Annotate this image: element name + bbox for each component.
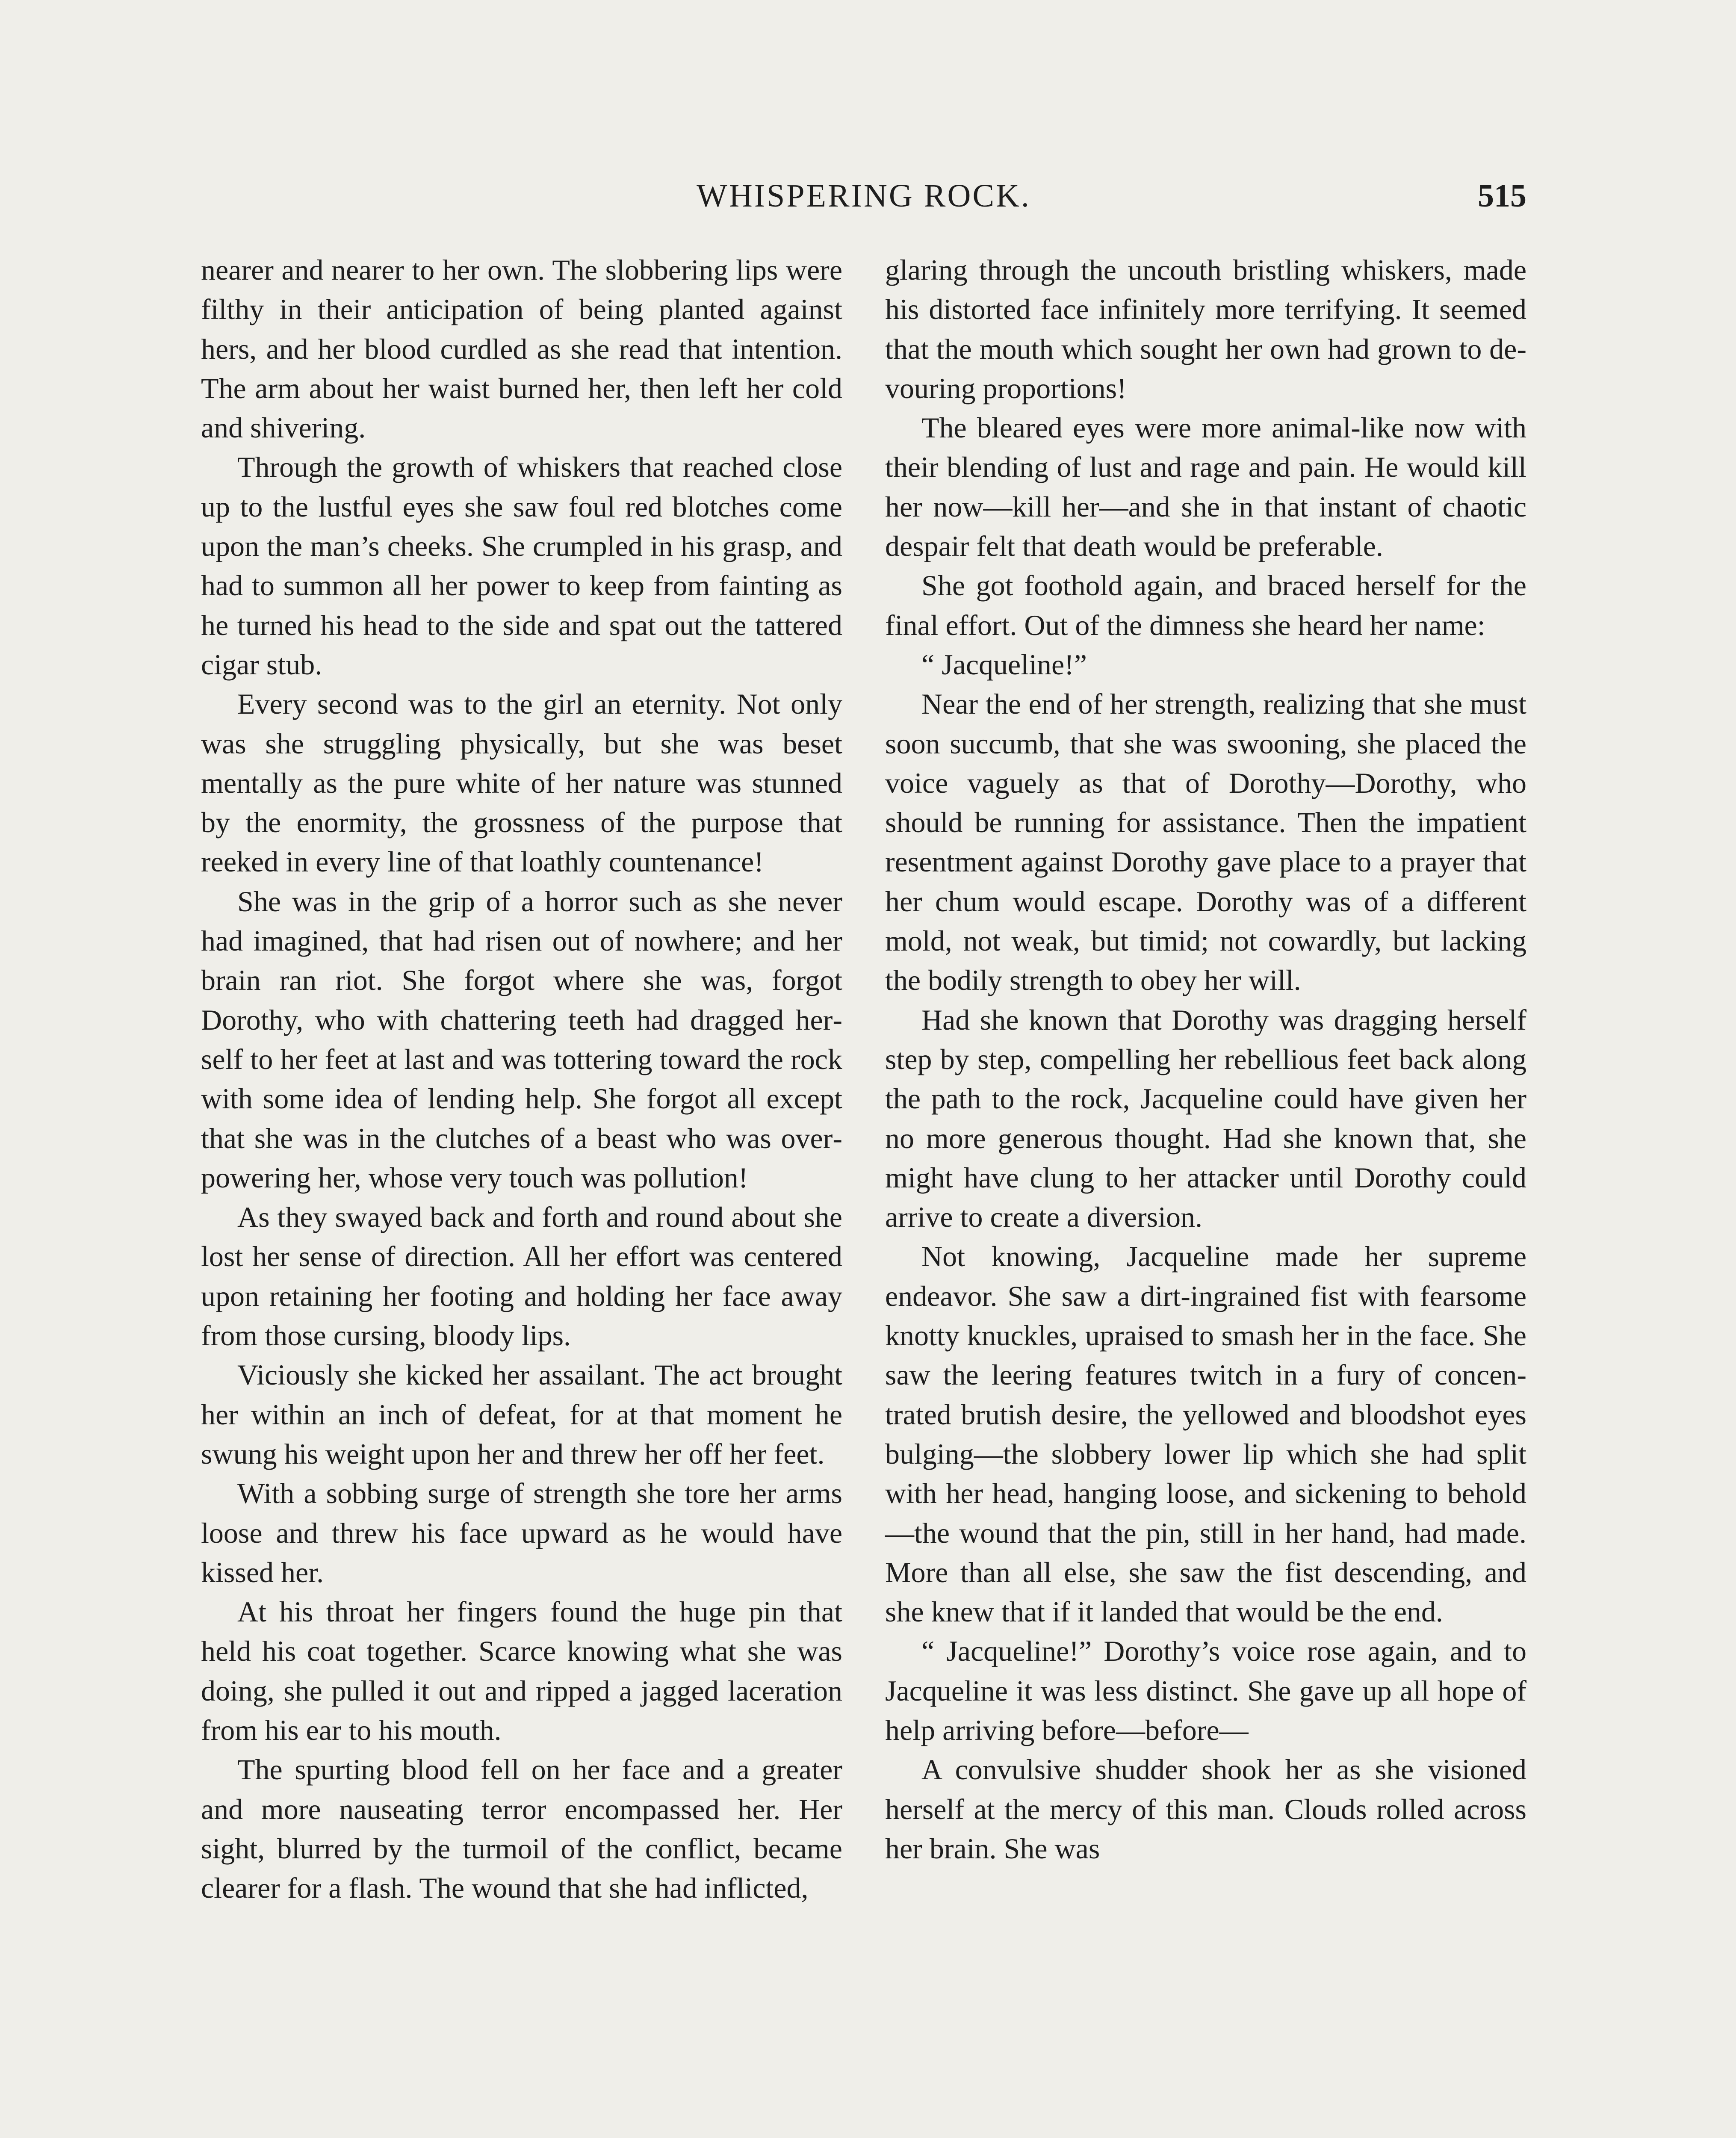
paragraph: Through the growth of whiskers that reached close up to the lustful eyes she saw foul red blotches come upon the man’s cheeks. She crumpled in his grasp, and had to summon all her power to keep from fainting as he turned his head to the side and spat out the tattered cigar stub. bbox=[201, 451, 842, 681]
paragraph: Had she known that Dorothy was dragging herself step by step, compelling her rebellious feet back along the path to the rock, Jacqueline could have given her no more generous thought. Had she known that, she might have clung to her attacker until Dorothy could arrive to create a diversion. bbox=[885, 1003, 1526, 1234]
paragraph: “ Jacqueline!” bbox=[921, 648, 1087, 681]
paragraph: Not knowing, Jacqueline made her supreme endeavor. She saw a dirt-ingrained fist with fearsome knotty knuckles, upraised to smash her in the face. She saw the leering features twitch in a fury of concentrated brutish desire, the yellowed and bloodshot eyes bulging—the slobbery lower lip which she had split with her head, hanging loose, and sickening to behold—the wound that the pin, still in her hand, had made. More than all else, she saw the fist descending, and she knew that if it landed that would be the end. bbox=[885, 1240, 1526, 1628]
paragraph: Near the end of her strength, realizing that she must soon succumb, that she was swooning, she placed the voice vaguely as that of Dorothy—Dorothy, who should be running for assistance. Then the impatient resentment against Dorothy gave place to a prayer that her chum would escape. Dorothy was of a different mold, not weak, but timid; not cowardly, but lacking the bodily strength to obey her will. bbox=[885, 688, 1526, 997]
paragraph: With a sobbing surge of strength she tore her arms loose and threw his face upward as he would have kissed her. bbox=[201, 1477, 842, 1589]
paragraph: A convulsive shudder shook her as she visioned herself at the mercy of this man. Clouds rolled across her brain. She was bbox=[885, 1753, 1526, 1865]
left-column bbox=[201, 250, 842, 1908]
paragraph: Every second was to the girl an eternity. Not only was she struggling physically, but she was beset mentally as the pure white of her nature was stunned by the enormity, the grossness of the purpose that reeked in every line of that loathly countenance! bbox=[201, 688, 842, 878]
right-column bbox=[885, 250, 1526, 1868]
paragraph: As they swayed back and forth and round about she lost her sense of direction. All her effort was centered upon retaining her footing and holding her face away from those cursing, bloody lips. bbox=[201, 1201, 842, 1352]
paragraph: Viciously she kicked her assailant. The act brought her within an inch of defeat, for at that moment he swung his weight upon her and threw her off her feet. bbox=[201, 1358, 842, 1470]
paragraph: nearer and nearer to her own. The slobbering lips were filthy in their anticipation of being planted against hers, and her blood curdled as she read that intention. The arm about her waist burned her, then left her cold and shivering. bbox=[201, 254, 842, 444]
paragraph: She was in the grip of a horror such as she never had imagined, that had risen out of nowhere; and her brain ran riot. She forgot where she was, forgot Dorothy, who with chattering teeth had dragged herself to her feet at last and was tottering toward the rock with some idea of lending help. She forgot all except that she was in the clutches of a beast who was overpowering her, whose very touch was pollution! bbox=[201, 885, 842, 1194]
paragraph: The bleared eyes were more animal-like now with their blending of lust and rage and pain. He would kill her now—kill her—and she in that instant of chaotic despair felt that death would be preferable. bbox=[885, 411, 1526, 563]
paragraph: She got foothold again, and braced herself for the final effort. Out of the dimness she heard her name: bbox=[885, 569, 1526, 641]
running-head: WHISPERING ROCK. bbox=[697, 178, 1031, 214]
paragraph: glaring through the uncouth bristling whiskers, made his distorted face infinitely more terrifying. It seemed that the mouth which sought her own had grown to devouring proportions! bbox=[885, 254, 1526, 405]
paragraph: The spurting blood fell on her face and a greater and more nauseating terror encompassed her. Her sight, blurred by the turmoil of the conflict, became clearer for a flash. The wound that she had inflicted, bbox=[201, 1753, 842, 1905]
page-header bbox=[201, 177, 1526, 224]
paragraph: “ Jacqueline!” Dorothy’s voice rose again, and to Jacqueline it was less distinct. She gave up all hope of help arriving before—before— bbox=[885, 1635, 1526, 1746]
page-number: 515 bbox=[1478, 178, 1526, 214]
paragraph: At his throat her fingers found the huge pin that held his coat together. Scarce knowing what she was doing, she pulled it out and ripped a jagged laceration from his ear to his mouth. bbox=[201, 1595, 842, 1746]
